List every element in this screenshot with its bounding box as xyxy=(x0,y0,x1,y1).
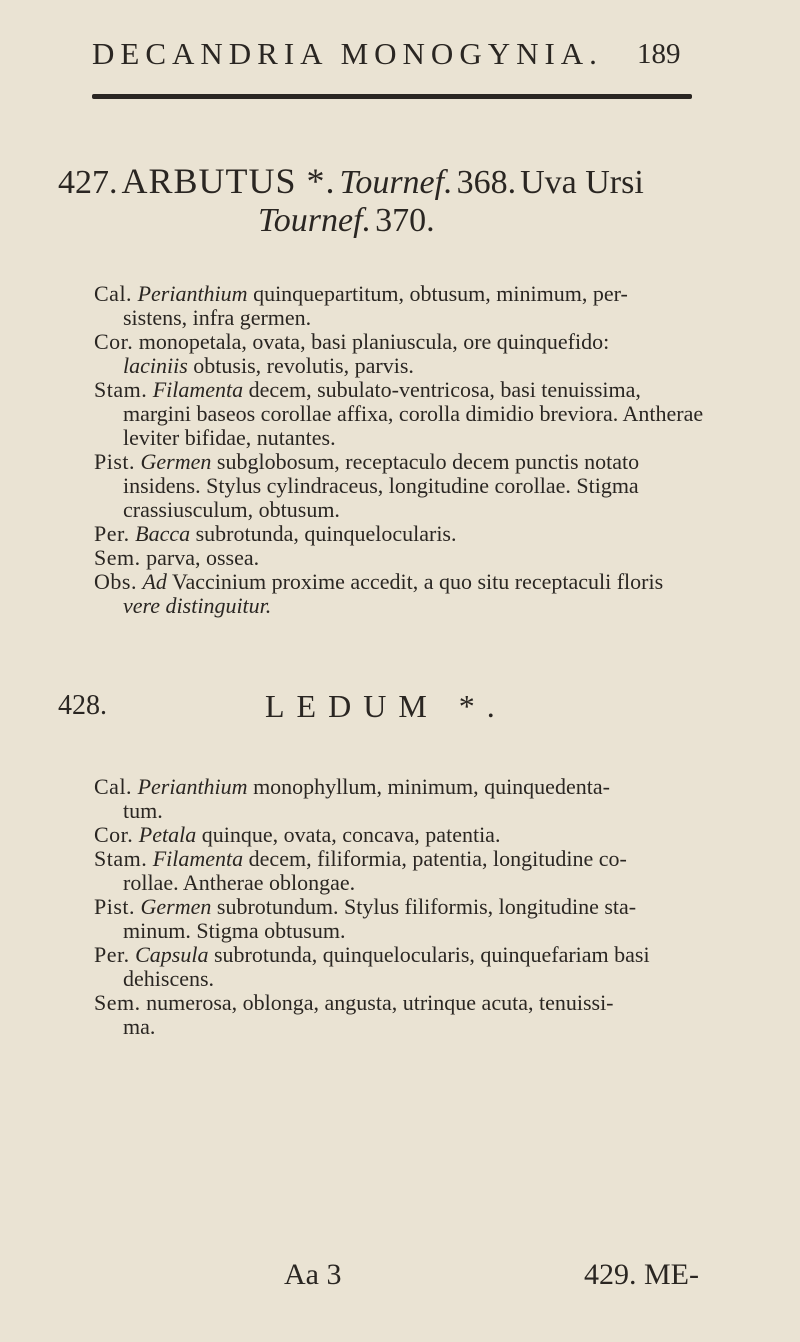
description-line: insidens. Stylus cylindraceus, longitudine corollae. Stigma xyxy=(123,473,639,498)
description-line: Sem. numerosa, oblonga, angusta, utrinque acuta, tenuissi- xyxy=(94,990,614,1015)
entry-heading xyxy=(58,690,107,722)
description-line: Cal. Perianthium quinquepartitum, obtusum, minimum, per- xyxy=(94,281,628,306)
description-line: Pist. Germen subrotundum. Stylus filiformis, longitudine sta- xyxy=(94,894,637,919)
description-line: rollae. Antherae oblongae. xyxy=(123,870,356,895)
genus-heading xyxy=(265,688,507,725)
description-line: Cal. Perianthium monophyllum, minimum, quinquedenta- xyxy=(94,774,610,799)
signature-mark: Aa 3 xyxy=(284,1258,342,1291)
description-line: Stam. Filamenta decem, filiformia, patentia, longitudine co- xyxy=(94,846,627,871)
header-rule xyxy=(92,94,692,99)
description-line: Obs. Ad Vaccinium proxime accedit, a quo situ receptaculi floris xyxy=(94,569,664,594)
description-line: Stam. Filamenta decem, subulato-ventricosa, basi tenuissima, xyxy=(94,377,641,402)
description-line: Per. Bacca subrotunda, quinquelocularis. xyxy=(94,521,457,546)
synonym: Uva Ursi xyxy=(520,164,644,201)
entry-heading xyxy=(58,160,644,202)
entry-number: 428. xyxy=(58,690,107,721)
catchword: 429. ME- xyxy=(584,1258,699,1291)
running-title: DECANDRIA MONOGYNIA. xyxy=(92,36,603,71)
description-line: dehiscens. xyxy=(123,966,215,991)
description-line: minum. Stigma obtusum. xyxy=(123,918,346,943)
description-line: crassiusculum, obtusum. xyxy=(123,497,340,522)
running-header xyxy=(92,36,692,76)
page-number: 189 xyxy=(637,38,681,70)
description-line: sistens, infra germen. xyxy=(123,305,312,330)
description-line: ma. xyxy=(123,1014,156,1039)
description-line: Sem. parva, ossea. xyxy=(94,545,260,570)
description-line: laciniis obtusis, revolutis, parvis. xyxy=(123,353,414,378)
entry-number: 427. xyxy=(58,164,118,201)
synonym-reference-author: Tournef. xyxy=(258,202,372,239)
page-footer xyxy=(0,1258,800,1298)
genus-name: LEDUM *. xyxy=(265,688,507,724)
description-line: Per. Capsula subrotunda, quinquelocularis, quinquefariam basi xyxy=(94,942,650,967)
description-line: tum. xyxy=(123,798,163,823)
reference-page: 368. xyxy=(456,164,517,201)
synonym-reference-page: 370. xyxy=(375,202,435,239)
reference-author: Tournef. xyxy=(339,164,453,201)
description-line: margini baseos corollae affixa, corolla dimidio breviora. Antherae xyxy=(123,401,704,426)
synonym-reference xyxy=(258,202,435,240)
description-line: Pist. Germen subglobosum, receptaculo decem punctis notato xyxy=(94,449,640,474)
description-line: Cor. Petala quinque, ovata, concava, patentia. xyxy=(94,822,501,847)
description-line: leviter bifidae, nutantes. xyxy=(123,425,336,450)
description-line: vere distinguitur. xyxy=(123,593,272,618)
genus-name: ARBUTUS *. xyxy=(121,161,336,201)
description-line: Cor. monopetala, ovata, basi planiuscula, ore quinquefido: xyxy=(94,329,610,354)
